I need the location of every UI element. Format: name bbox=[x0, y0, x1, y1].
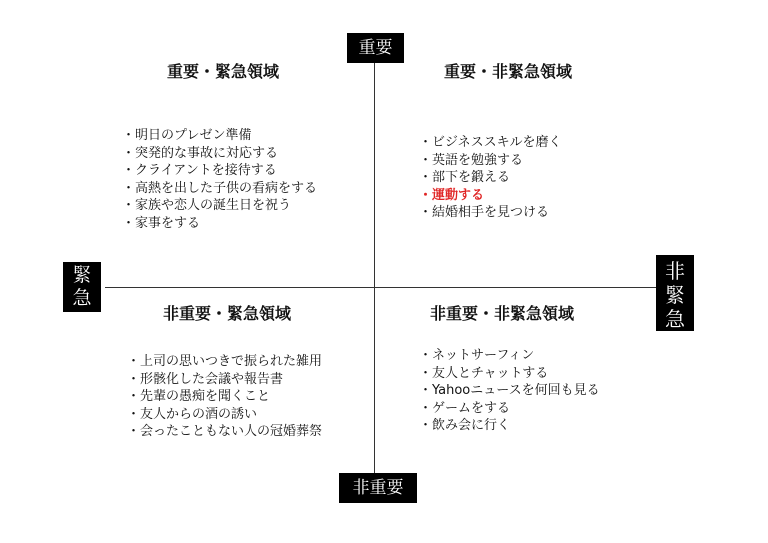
list-item: ・友人とチャットする bbox=[419, 365, 549, 381]
list-item: ・上司の思いつきで振られた雑用 bbox=[127, 354, 323, 369]
quadrant-list-not-important-urgent bbox=[127, 353, 322, 441]
list-item: ・結婚相手を見つける bbox=[419, 205, 550, 221]
axis-label-important: 重要 bbox=[347, 33, 404, 63]
list-item: ・高熱を出した子供の看病をする bbox=[122, 180, 318, 196]
list-item: ・家事をする bbox=[122, 215, 201, 231]
axis-label-urgent-char: 緊 bbox=[72, 264, 92, 286]
axis-label-not-urgent-char: 緊 bbox=[665, 283, 685, 307]
axis-label-urgent bbox=[63, 262, 101, 312]
list-item: ・英語を勉強する bbox=[419, 152, 524, 168]
list-item: ・部下を鍛える bbox=[419, 170, 511, 186]
horizontal-axis bbox=[105, 287, 680, 288]
axis-label-not-urgent-char: 非 bbox=[665, 259, 685, 283]
quadrant-title-important-not-urgent: 重要・非緊急領域 bbox=[444, 62, 573, 81]
quadrant-list-important-urgent bbox=[122, 127, 317, 233]
list-item: ・ゲームをする bbox=[419, 400, 511, 416]
axis-label-urgent-char: 急 bbox=[72, 286, 92, 309]
axis-label-not-urgent-char: 急 bbox=[665, 307, 685, 331]
quadrant-list-important-not-urgent bbox=[419, 134, 561, 222]
axis-label-not-important: 非重要 bbox=[339, 473, 417, 503]
list-item: ・会ったこともない人の冠婚葬祭 bbox=[127, 424, 323, 440]
list-item: ・先輩の愚痴を聞くこと bbox=[127, 389, 271, 405]
vertical-axis bbox=[374, 50, 375, 490]
list-item: ・家族や恋人の誕生日を祝う bbox=[122, 198, 292, 214]
list-item: ・明日のプレゼン準備 bbox=[122, 128, 252, 143]
list-item: ・ネットサーフィン bbox=[419, 348, 535, 363]
list-item: ・形骸化した会議や報告書 bbox=[127, 371, 284, 387]
quadrant-title-important-urgent: 重要・緊急領域 bbox=[167, 62, 280, 81]
list-item: ・ビジネススキルを磨く bbox=[419, 135, 562, 150]
list-item: ・Yahooニュースを何回も見る bbox=[419, 383, 600, 399]
list-item: ・突発的な事故に対応する bbox=[122, 145, 279, 161]
list-item: ・飲み会に行く bbox=[419, 418, 511, 434]
list-item: ・クライアントを接待する bbox=[122, 163, 277, 179]
quadrant-title-not-important-urgent: 非重要・緊急領域 bbox=[163, 304, 292, 323]
axis-label-not-urgent bbox=[656, 255, 694, 331]
list-item-highlighted: ・運動する bbox=[419, 187, 485, 203]
quadrant-list-not-important-not-urgent bbox=[419, 347, 600, 435]
list-item: ・友人からの酒の誘い bbox=[127, 406, 258, 422]
quadrant-title-not-important-not-urgent: 非重要・非緊急領域 bbox=[430, 304, 575, 323]
